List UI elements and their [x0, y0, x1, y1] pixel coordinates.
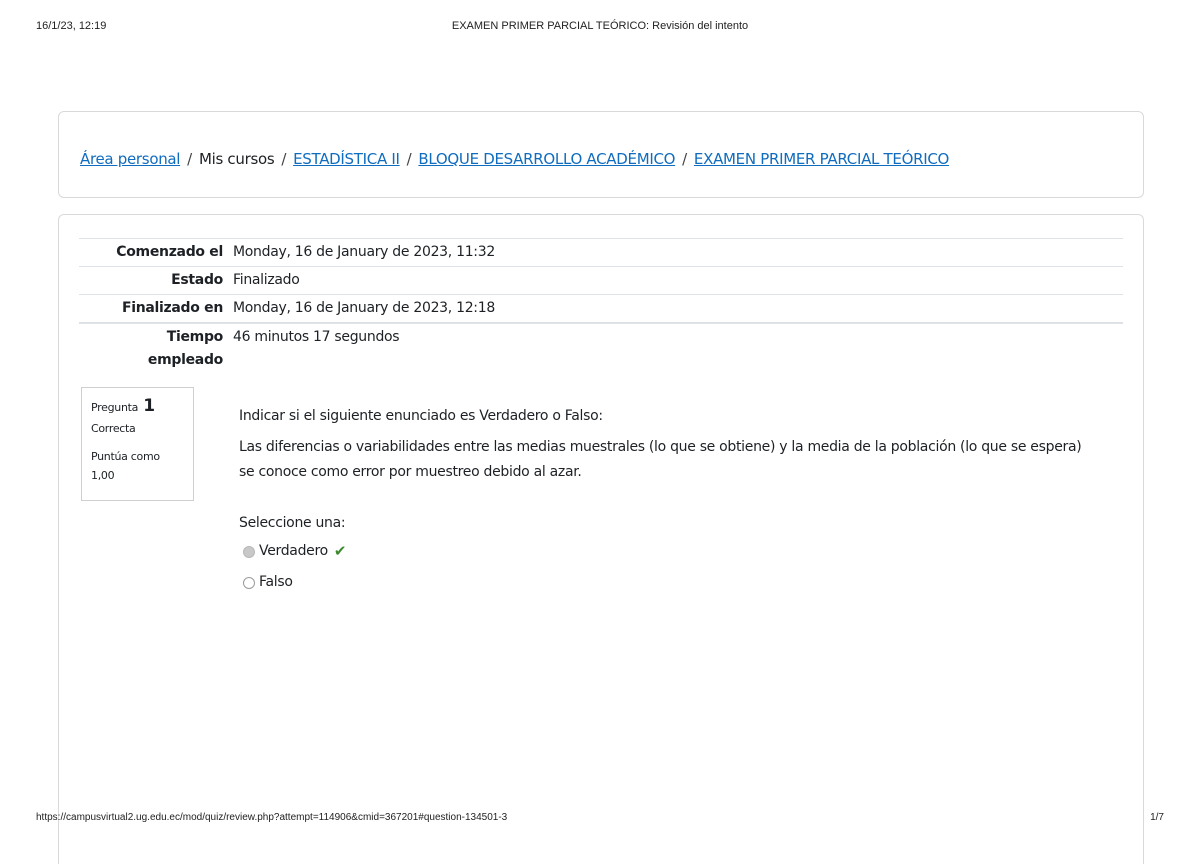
option-falso[interactable] [239, 567, 1099, 598]
started-value: Monday, 16 de January de 2023, 11:32 [233, 244, 495, 260]
state-value: Finalizado [233, 272, 300, 288]
question-content [239, 404, 1099, 598]
print-url: https://campusvirtual2.ug.edu.ec/mod/quiz/review.php?attempt=114906&cmid=367201#question-134501-3 [36, 812, 508, 823]
option-verdadero[interactable] [239, 536, 1099, 567]
check-icon: ✔ [333, 542, 347, 560]
time-label-line2: empleado [147, 352, 223, 368]
breadcrumb-area-personal[interactable]: Área personal [80, 150, 181, 168]
question-state: Correcta [91, 422, 136, 435]
radio-verdadero[interactable] [243, 546, 255, 558]
breadcrumb-card [58, 111, 1144, 198]
radio-falso[interactable] [243, 577, 255, 589]
breadcrumb-separator: / [682, 150, 687, 168]
breadcrumb-bloque[interactable]: BLOQUE DESARROLLO ACADÉMICO [418, 150, 676, 168]
grade-value: 1,00 [91, 469, 115, 482]
summary-row-time [79, 322, 1123, 376]
print-document-title: EXAMEN PRIMER PARCIAL TEÓRICO: Revisión del intento [451, 20, 749, 32]
question-info-box [81, 387, 194, 501]
breadcrumb-mis-cursos: Mis cursos [198, 150, 275, 168]
question-prefix: Pregunta [91, 401, 139, 414]
quiz-review-card [58, 214, 1144, 864]
question-grade [91, 447, 184, 485]
breadcrumb-estadistica[interactable]: ESTADÍSTICA II [293, 150, 400, 168]
attempt-summary-table [79, 238, 1123, 376]
answer-prompt: Seleccione una: [239, 515, 346, 531]
started-label: Comenzado el [116, 244, 223, 260]
breadcrumb-separator: / [406, 150, 412, 168]
question-number [91, 396, 184, 416]
finished-label: Finalizado en [121, 300, 223, 316]
print-footer [36, 812, 1164, 826]
summary-row-finished [79, 294, 1123, 322]
breadcrumb-separator: / [187, 150, 192, 168]
option-falso-label: Falso [259, 574, 293, 590]
print-date: 16/1/23, 12:19 [36, 20, 107, 32]
page-number: 1/7 [1150, 812, 1164, 823]
time-value: 46 minutos 17 segundos [233, 329, 400, 345]
time-label [79, 324, 233, 376]
breadcrumb [80, 150, 949, 168]
breadcrumb-separator: / [281, 150, 287, 168]
question-intro: Indicar si el siguiente enunciado es Verdadero o Falso: [239, 408, 603, 424]
print-header [36, 20, 1164, 36]
time-label-line1: Tiempo [166, 329, 223, 345]
summary-row-state [79, 266, 1123, 294]
summary-row-started [79, 238, 1123, 266]
grade-label: Puntúa como [91, 450, 160, 463]
answer-options [239, 536, 1099, 598]
state-label: Estado [171, 272, 223, 288]
option-verdadero-label: Verdadero [259, 543, 328, 559]
question-number-value: 1 [143, 396, 155, 416]
breadcrumb-examen[interactable]: EXAMEN PRIMER PARCIAL TEÓRICO [693, 150, 950, 168]
question-statement: Las diferencias o variabilidades entre las medias muestrales (lo que se obtiene) y la media de la población (lo que se espera) se conoce como error por muestreo debido al azar. [239, 439, 1082, 480]
finished-value: Monday, 16 de January de 2023, 12:18 [233, 300, 495, 316]
